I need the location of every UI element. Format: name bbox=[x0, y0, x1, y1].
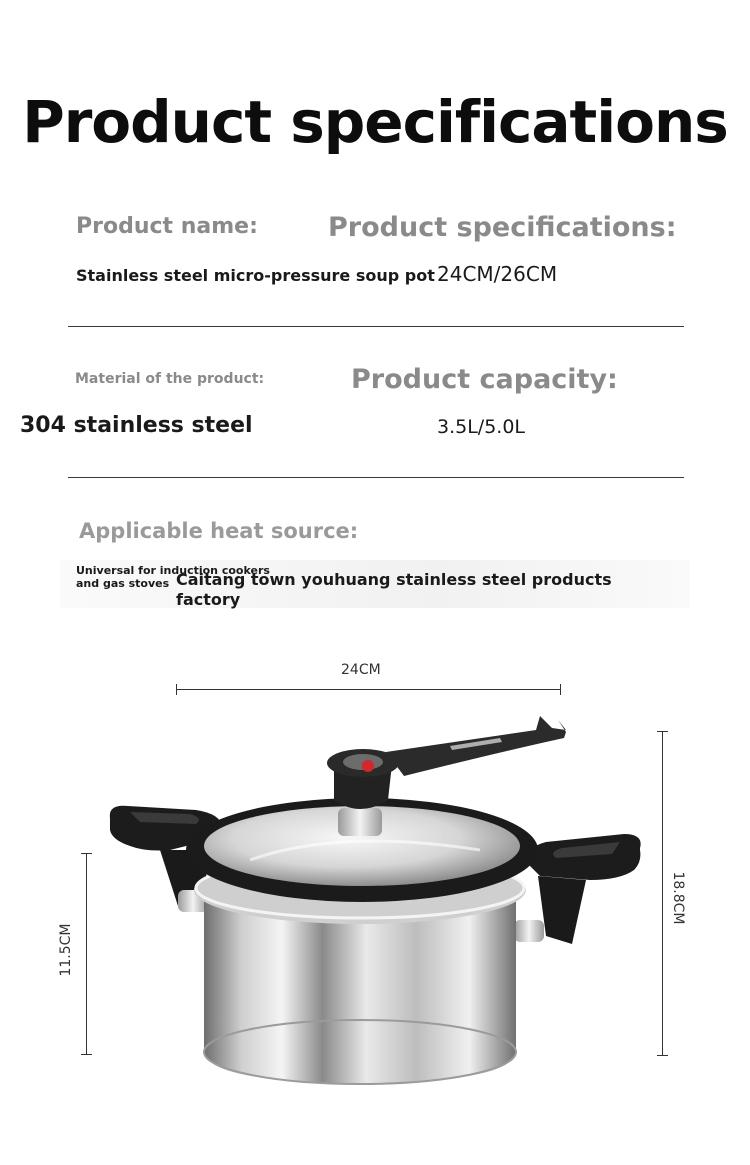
product-name-value: Stainless steel micro-pressure soup pot bbox=[76, 266, 435, 285]
divider bbox=[68, 326, 684, 327]
body-height-dimension-line bbox=[86, 853, 87, 1055]
capacity-value: 3.5L/5.0L bbox=[437, 416, 526, 438]
body-height-tick-top bbox=[81, 853, 92, 854]
body-height-tick-bottom bbox=[81, 1054, 92, 1055]
width-tick-right bbox=[560, 684, 561, 695]
capacity-label: Product capacity: bbox=[351, 364, 618, 395]
height-dimension-line bbox=[662, 731, 663, 1056]
material-value: 304 stainless steel bbox=[20, 413, 253, 438]
width-dimension-label: 24CM bbox=[341, 662, 381, 678]
page-title: Product specifications bbox=[22, 88, 728, 156]
product-spec-label: Product specifications: bbox=[328, 212, 677, 243]
pot-image bbox=[100, 700, 660, 1100]
factory-name: Caitang town youhuang stainless steel products factory bbox=[176, 570, 612, 609]
body-height-dimension-label: 11.5CM bbox=[58, 923, 74, 977]
product-spec-value: 24CM/26CM bbox=[437, 262, 558, 286]
heat-source-label: Applicable heat source: bbox=[79, 519, 359, 543]
heat-source-value: Universal for induction cookers and gas stoves bbox=[76, 564, 270, 590]
divider bbox=[68, 477, 684, 478]
height-dimension-label: 18.8CM bbox=[670, 871, 686, 925]
width-tick-left bbox=[176, 684, 177, 695]
material-label: Material of the product: bbox=[75, 371, 265, 387]
product-name-label: Product name: bbox=[76, 214, 258, 239]
width-dimension-line bbox=[176, 689, 561, 690]
